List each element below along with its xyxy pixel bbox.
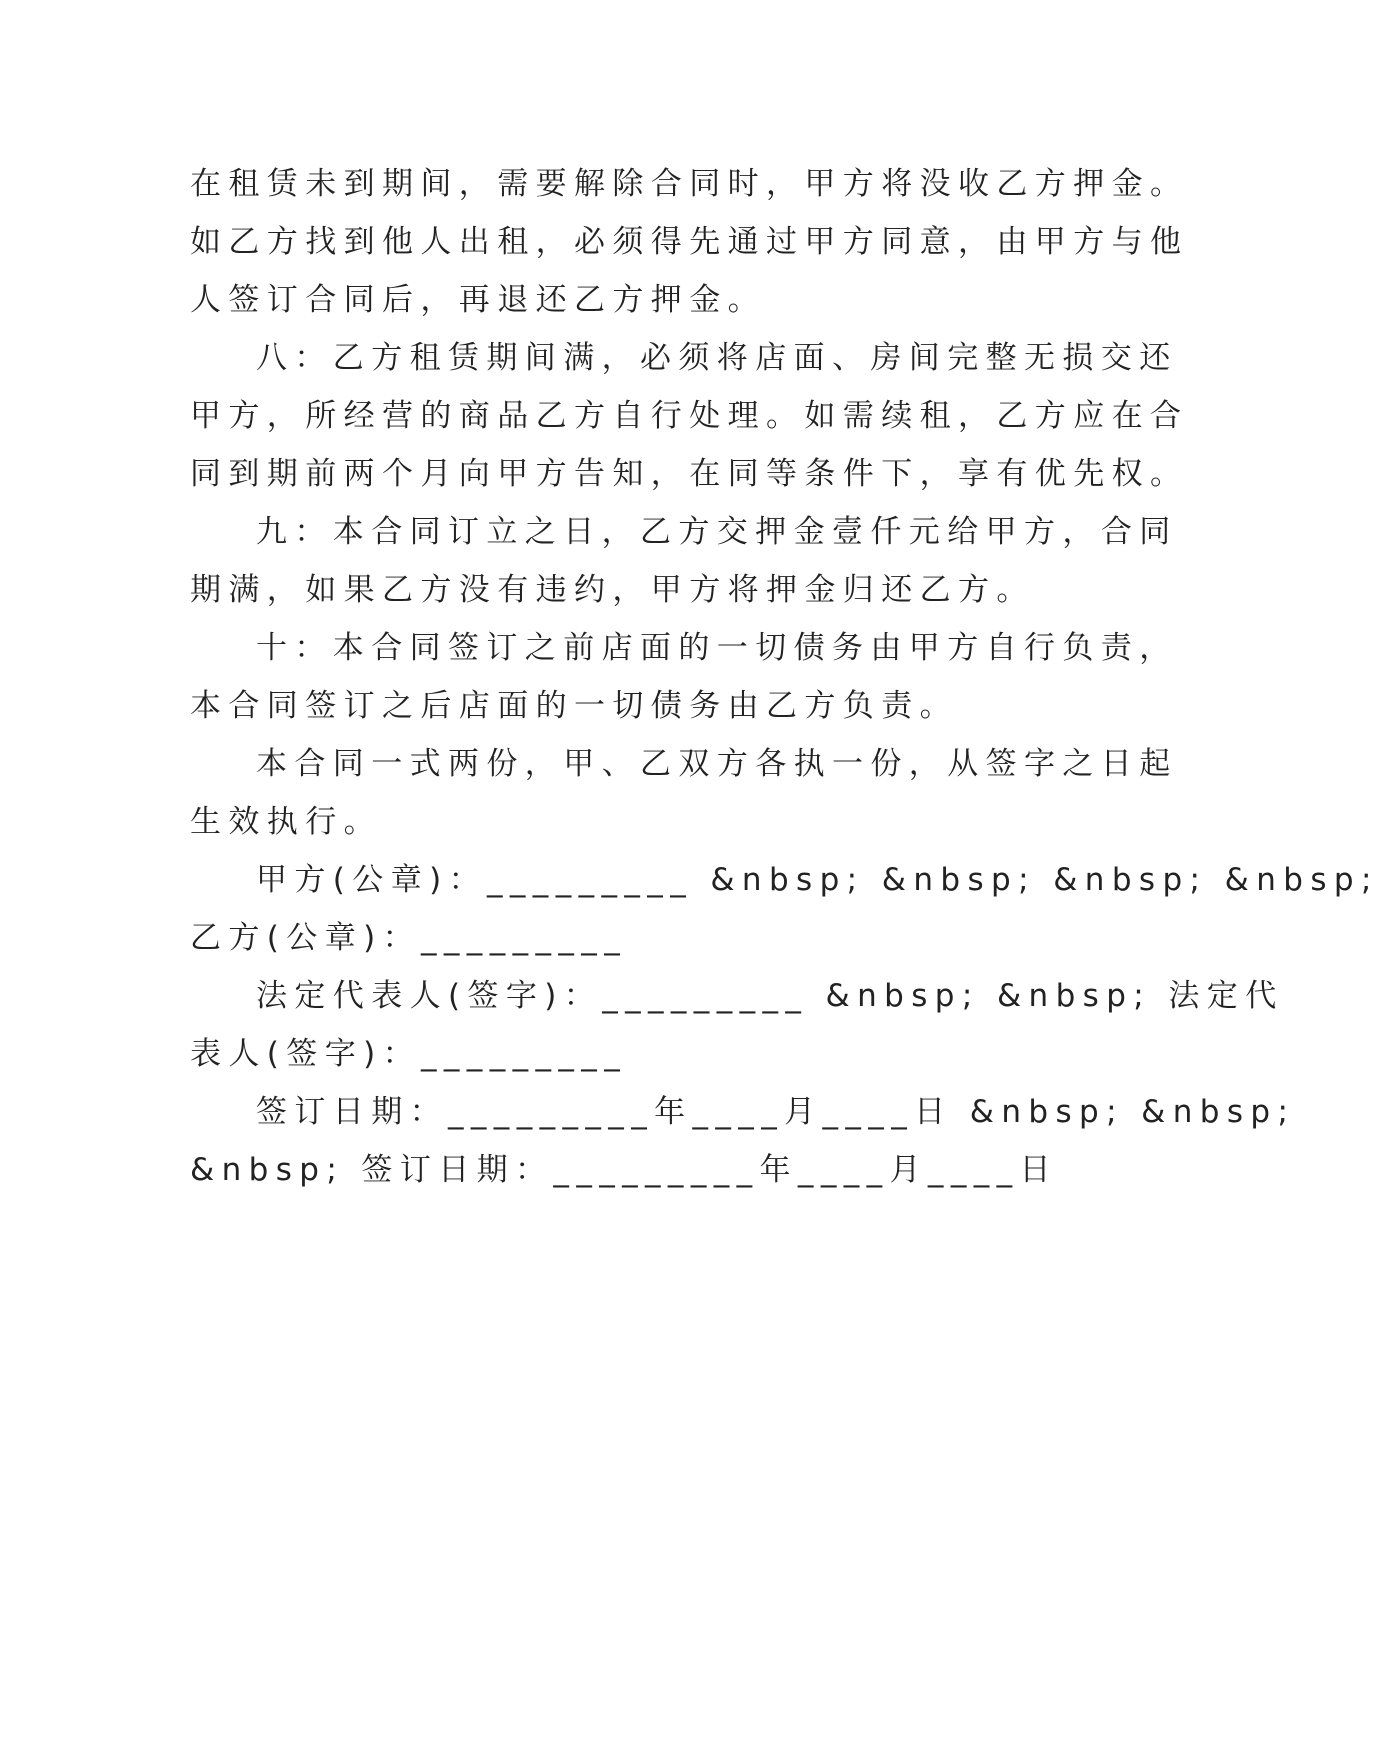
text-line: 同到期前两个月向甲方告知，在同等条件下，享有优先权。: [190, 456, 1189, 492]
party-a-seal-line: 甲方(公章)：_________ &nbsp; &nbsp; &nbsp; &nbsp;: [256, 862, 1379, 898]
clause-nine-line: 九：本合同订立之日，乙方交押金壹仟元给甲方，合同: [256, 514, 1178, 550]
text-line: 生效执行。: [190, 804, 382, 840]
text-line: 本合同签订之后店面的一切债务由乙方负责。: [190, 688, 958, 724]
text-line: 如乙方找到他人出租，必须得先通过甲方同意，由甲方与他: [190, 224, 1189, 260]
legal-rep-signature-line: 表人(签字)：_________: [190, 1036, 628, 1072]
signing-date-line: 签订日期：_________年____月____日 &nbsp; &nbsp;: [256, 1094, 1296, 1130]
text-line: 人签订合同后，再退还乙方押金。: [190, 282, 766, 318]
text-line: 甲方，所经营的商品乙方自行处理。如需续租，乙方应在合: [190, 398, 1189, 434]
copies-clause-line: 本合同一式两份，甲、乙双方各执一份，从签字之日起: [256, 746, 1178, 782]
clause-ten-line: 十：本合同签订之前店面的一切债务由甲方自行负责，: [256, 630, 1178, 666]
contract-body: [190, 155, 1379, 1199]
clause-eight-line: 八：乙方租赁期间满，必须将店面、房间完整无损交还: [256, 340, 1178, 376]
legal-rep-signature-line: 法定代表人(签字)：_________ &nbsp; &nbsp; 法定代: [256, 978, 1284, 1014]
party-b-seal-line: 乙方(公章)：_________: [190, 920, 628, 956]
signing-date-line: &nbsp; 签订日期：_________年____月____日: [190, 1152, 1058, 1188]
text-line: 期满，如果乙方没有违约，甲方将押金归还乙方。: [190, 572, 1035, 608]
text-line: 在租赁未到期间，需要解除合同时，甲方将没收乙方押金。: [190, 166, 1189, 202]
